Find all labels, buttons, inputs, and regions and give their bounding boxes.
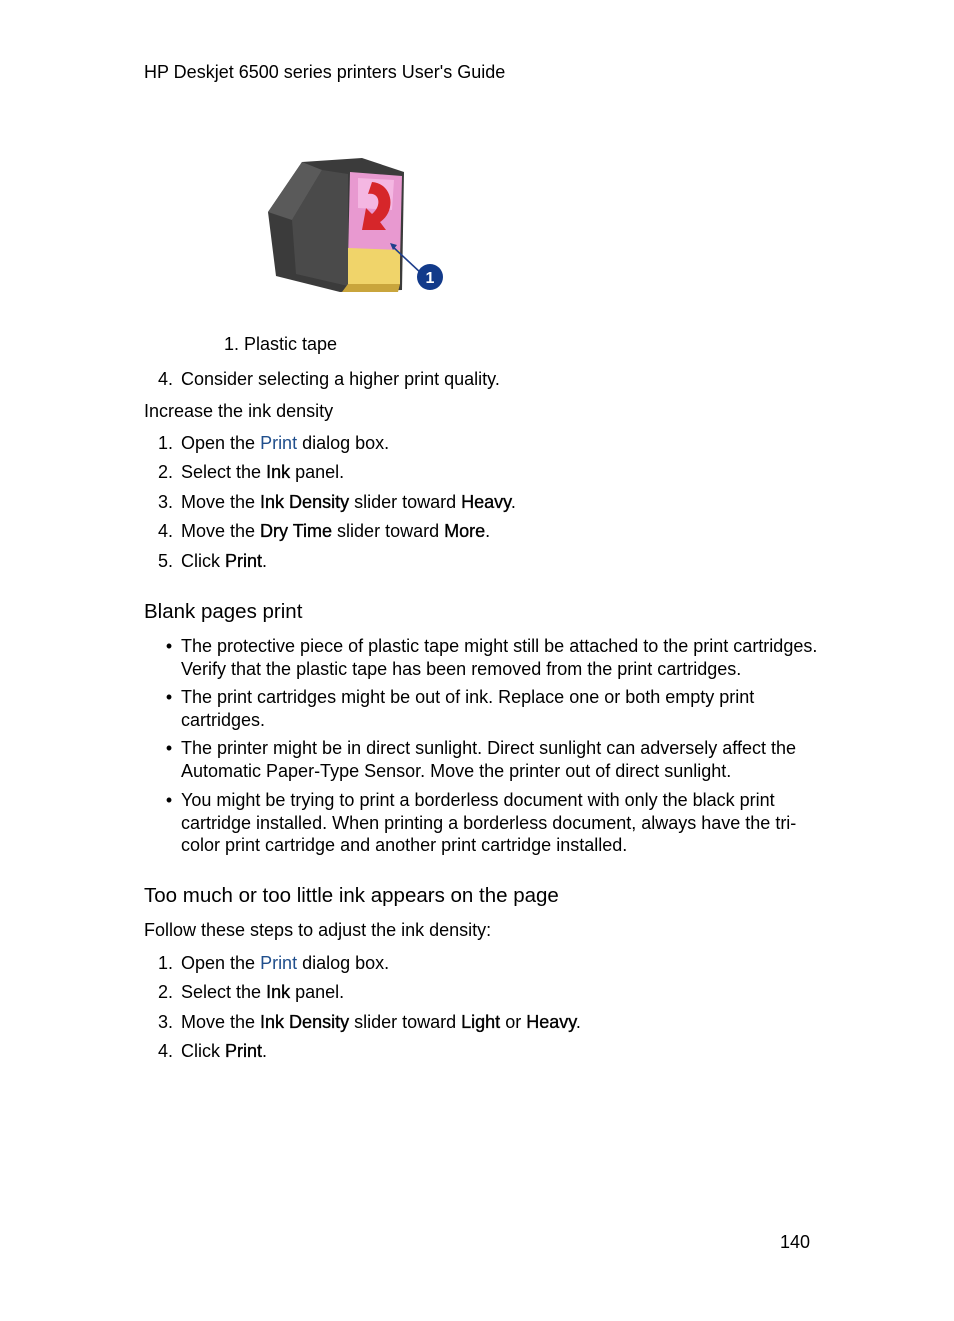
page-header: HP Deskjet 6500 series printers User's Guide [144,62,506,82]
print-link[interactable]: Print [260,953,298,973]
bullet-item: • The print cartridges might be out of ink. Replace one or both empty print cartridges. [165,687,755,730]
callout-number: 1 [425,270,435,287]
subheading: Increase the ink density [144,401,334,421]
intro-text: Follow these steps to adjust the ink density: [144,920,492,940]
cartridge-nozzle-area [348,248,400,284]
section-heading: Too much or too little ink appears on the page [144,884,559,907]
figure-caption: 1. Plastic tape [224,334,338,354]
bullet-item: • You might be trying to print a borderless document with only the black print cartridge installed. When printing a borderless document, always have the tri- color print cartridge and another print cartridge installed. [165,790,797,855]
bullet-item: • The printer might be in direct sunlight. Direct sunlight can adversely affect the Automatic Paper-Type Sensor. Move the printer out of direct sunlight. [165,738,796,781]
section-heading: Blank pages print [144,600,303,623]
page-number: 140 [780,1232,811,1252]
print-link[interactable]: Print [260,433,298,453]
print-cartridge-illustration [262,150,452,300]
bullet-item: • The protective piece of plastic tape might still be attached to the print cartridges. Verify that the plastic tape has been removed from the print cartridges. [165,636,818,679]
